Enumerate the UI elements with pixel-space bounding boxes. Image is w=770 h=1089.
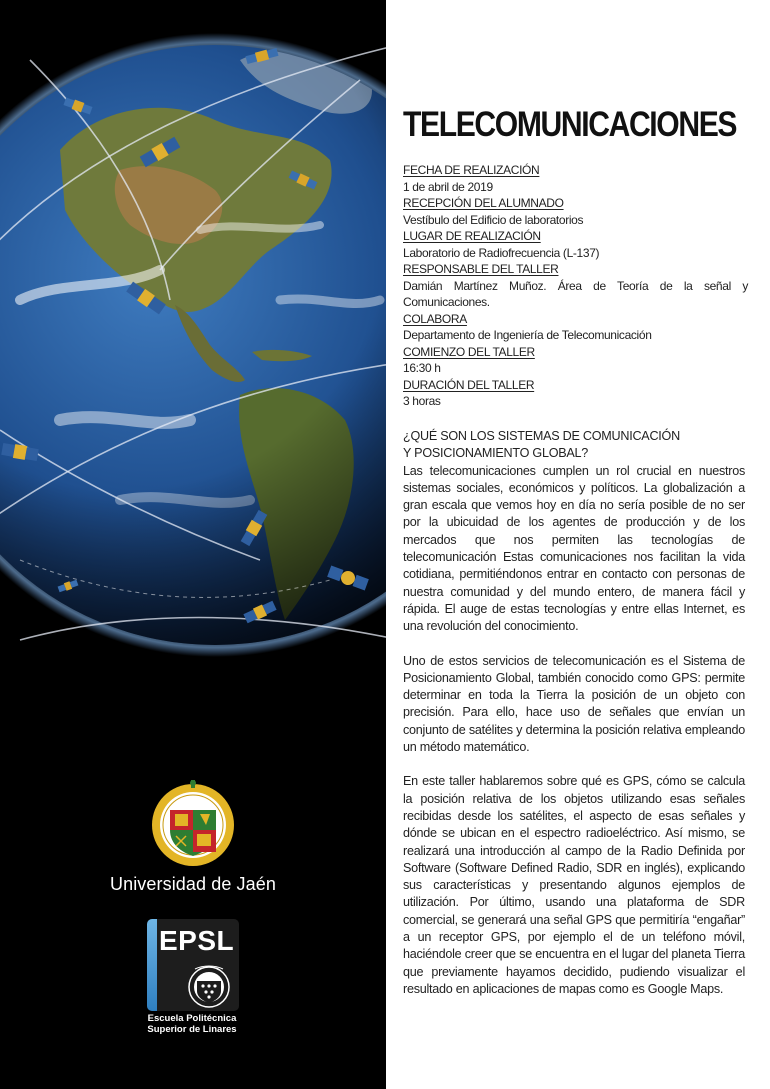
paragraph: En este taller hablaremos sobre qué es GPS, cómo se calcula la posición relativa de los objetos utilizando esas señales recibidas desde los satélites, el aspecto de esas señales y dónde se ubican en el espectro radioeléctrico. Así mismo, se realizará una introducción al campo de la Radio Definida por Software (Software Defined Radio, SDR en inglés), explicando sus características y presentando algunos ejemplos de utilización. Por último, usando una plataforma de SDR comercial, se generará una señal GPS que permitiría “engañar” a un receptor GPS, por ejemplo el de un teléfono móvil, haciéndole creer que se encuentra en el lugar del planeta Tierra que previamente hayamos decidido, pudiendo visualizar el resultado en aplicaciones de mapas como es Google Maps.: [403, 774, 745, 996]
info-label: DURACIÓN DEL TALLER: [403, 377, 535, 392]
epsl-name: [144, 1013, 240, 1035]
info-value: Damián Martínez Muñoz. Área de Teoría de la señal y Comunicaciones.: [403, 278, 748, 309]
text-panel: [386, 0, 770, 1089]
epsl-emblem-icon: [183, 961, 235, 1009]
info-item-collaborator: [403, 311, 748, 344]
section-heading-line1: ¿QUÉ SON LOS SISTEMAS DE COMUNICACIÓN: [403, 429, 680, 443]
section-heading: [403, 428, 745, 463]
info-item-reception: [403, 195, 748, 228]
epsl-badge: [147, 919, 239, 1011]
info-value: 3 horas: [403, 394, 441, 408]
epsl-acronym: EPSL: [159, 925, 235, 956]
university-name: Universidad de Jaén: [109, 874, 276, 894]
paragraph: Uno de estos servicios de telecomunicación es el Sistema de Posicionamiento Global, también conocido como GPS: permite determinar en toda la Tierra la posición de un objeto con precisión. Para ello, hace uso de señales que envían un conjunto de satélites y determina la posición relativa empleando un método matemático.: [403, 653, 745, 755]
info-value: Laboratorio de Radiofrecuencia (L-137): [403, 245, 600, 260]
info-item-location: [403, 228, 748, 261]
info-value: 16:30 h: [403, 361, 441, 375]
page-title: TELECOMUNICACIONES: [403, 105, 737, 144]
university-logo: [100, 778, 286, 895]
workshop-info-list: [403, 162, 748, 410]
info-label: RECEPCIÓN DEL ALUMNADO: [403, 196, 564, 210]
info-item-duration: [403, 377, 748, 410]
info-item-date: [403, 162, 748, 195]
info-value: Departamento de Ingeniería de Telecomunicación: [403, 328, 652, 342]
info-label: LUGAR DE REALIZACIÓN: [403, 229, 541, 243]
epsl-logo: [144, 917, 240, 1039]
info-label: RESPONSABLE DEL TALLER: [403, 262, 559, 276]
info-value: Vestíbulo del Edificio de laboratorios: [403, 212, 584, 227]
info-value: 1 de abril de 2019: [403, 179, 493, 194]
info-label: FECHA DE REALIZACIÓN: [403, 163, 540, 177]
epsl-name-line2: Superior de Linares: [147, 1024, 237, 1035]
epsl-name-line1: Escuela Politécnica: [147, 1013, 237, 1024]
info-item-start-time: [403, 344, 748, 377]
earth-satellites-illustration: [0, 0, 386, 780]
university-seal-icon: [148, 778, 238, 868]
article-body: [403, 428, 745, 998]
paragraph: Las telecomunicaciones cumplen un rol crucial en nuestros sistemas sociales, económicos y políticos. La globalización a gran escala que vemos hoy en día no sería posible de no ser por la ubicuidad de los agentes de producción y de los mercados que nos permiten las tecnologías de telecomunicación Estas comunicaciones nos facilitan la vida cotidiana, permitiéndonos entrar en contacto con personas de nuestra comunidad y del mundo entero, de manera fácil y rápida. El auge de estas tecnologías y entre ellas Internet, es una revolución del conocimiento.: [403, 463, 745, 634]
info-item-responsible: [403, 261, 748, 311]
info-label: COMIENZO DEL TALLER: [403, 344, 535, 359]
section-heading-line2: Y POSICIONAMIENTO GLOBAL?: [403, 446, 589, 461]
epsl-blue-stripe: [147, 919, 157, 1011]
info-label: COLABORA: [403, 311, 467, 326]
